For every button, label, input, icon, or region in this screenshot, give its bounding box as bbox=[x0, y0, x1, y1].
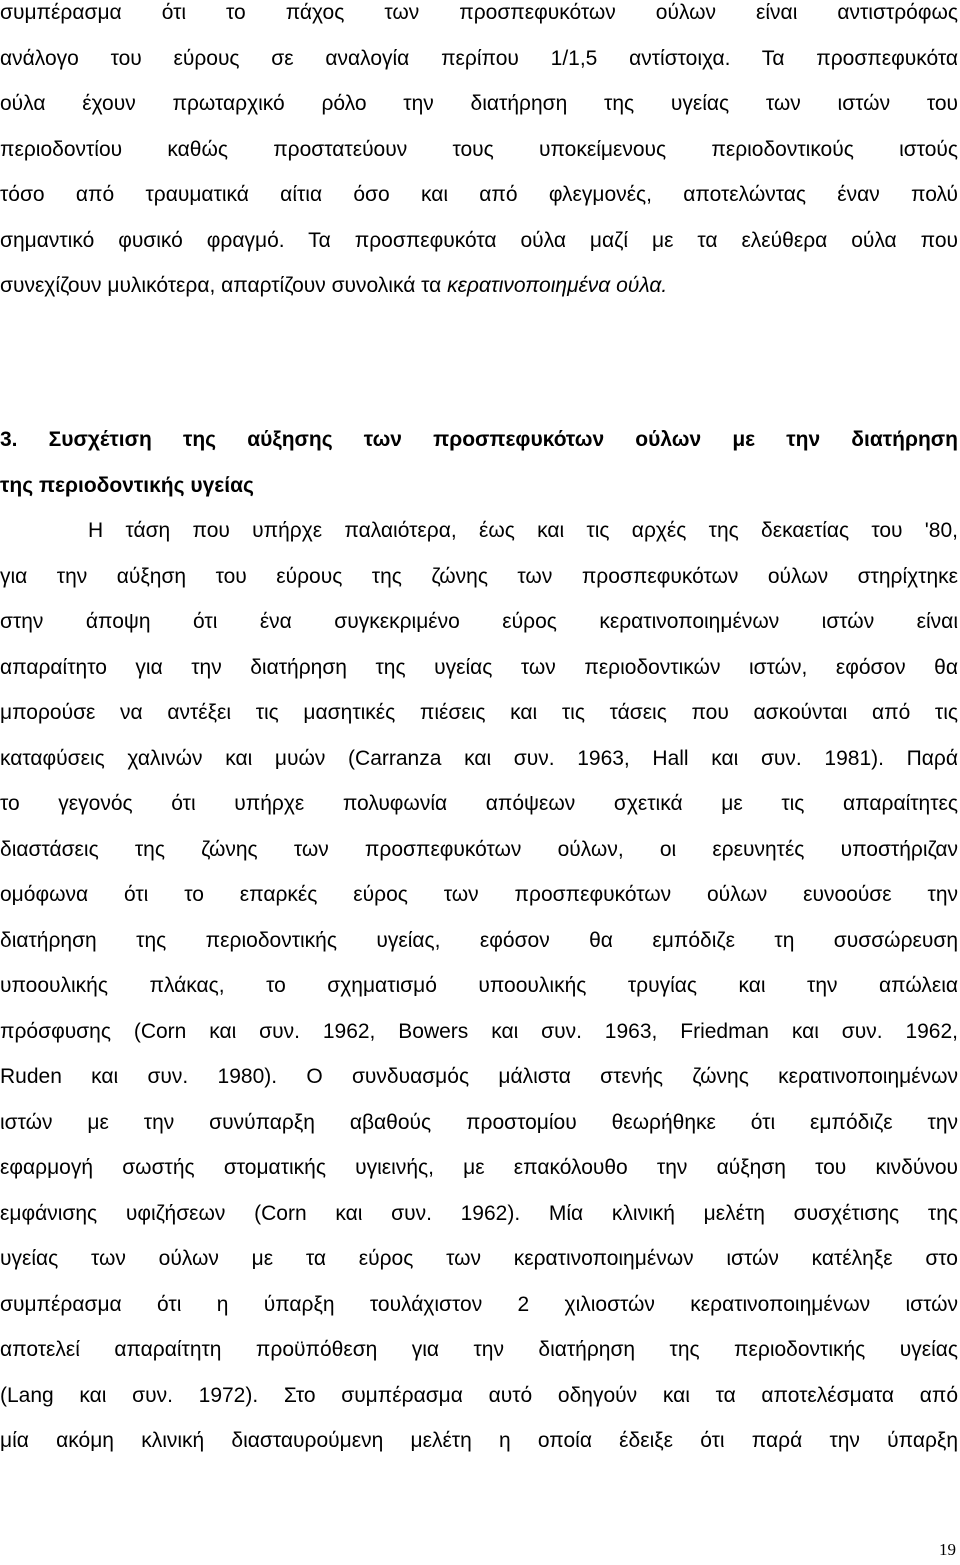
text-line: περιοδοντίου καθώς προστατεύουν τους υποκείμενους περιοδοντικούς ιστούς bbox=[0, 137, 958, 161]
text-line: διατήρηση της περιοδοντικής υγείας, εφόσον θα εμπόδιζε τη συσσώρευση bbox=[0, 928, 958, 952]
text-line-indented: Η τάση που υπήρχε παλαιότερα, έως και τις αρχές της δεκαετίας του '80, bbox=[88, 519, 958, 542]
text-line: υγείας των ούλων με τα εύρος των κερατινοποιημένων ιστών κατέληξε στο bbox=[0, 1247, 958, 1270]
text-line: το γεγονός ότι υπήρχε πολυφωνία απόψεων σχετικά με τις απαραίτητες bbox=[0, 792, 958, 815]
paragraph-2 bbox=[0, 508, 958, 1464]
text-line: πρόσφυσης (Corn και συν. 1962, Bowers και συν. 1963, Friedman και συν. 1962, bbox=[0, 1019, 958, 1043]
text-line: σημαντικό φυσικό φραγμό. Τα προσπεφυκότα ούλα μαζί με τα ελεύθερα ούλα που bbox=[0, 228, 958, 252]
paragraph-1 bbox=[0, 0, 958, 309]
text-line: στην άποψη ότι ένα συγκεκριμένο εύρος κερατινοποιημένων ιστών είναι bbox=[0, 610, 958, 633]
heading-line: 3. Συσχέτιση της αύξησης των προσπεφυκότων ούλων με την διατήρηση bbox=[0, 428, 958, 451]
italic-term: κερατινοποιημένα ούλα. bbox=[447, 274, 668, 297]
text-line: αποτελεί απαραίτητη προϋπόθεση για την διατήρηση της περιοδοντικής υγείας bbox=[0, 1338, 958, 1361]
text-line: Ruden και συν. 1980). Ο συνδυασμός μάλιστα στενής ζώνης κερατινοποιημένων bbox=[0, 1065, 958, 1088]
text-line: για την αύξηση του εύρους της ζώνης των προσπεφυκότων ούλων στηρίχτηκε bbox=[0, 564, 958, 588]
text-line: ούλα έχουν πρωταρχικό ρόλο την διατήρηση της υγείας των ιστών του bbox=[0, 92, 958, 115]
text-line: μία ακόμη κλινική διασταυρούμενη μελέτη η οποία έδειξε ότι παρά την ύπαρξη bbox=[0, 1429, 958, 1452]
text-line: διαστάσεις της ζώνης των προσπεφυκότων ούλων, οι ερευνητές υποστήριζαν bbox=[0, 837, 958, 861]
text-line-last bbox=[0, 263, 958, 309]
text-line: συμπέρασμα ότι η ύπαρξη τουλάχιστον 2 χιλιοστών κερατινοποιημένων ιστών bbox=[0, 1292, 958, 1316]
text-line: καταφύσεις χαλινών και μυών (Carranza και συν. 1963, Hall και συν. 1981). Παρά bbox=[0, 746, 958, 770]
text-line: απαραίτητο για την διατήρηση της υγείας των περιοδοντικών ιστών, εφόσον θα bbox=[0, 655, 958, 679]
text-line: υποουλικής πλάκας, το σχηματισμό υποουλικής τρυγίας και την απώλεια bbox=[0, 974, 958, 997]
text-line: τόσο από τραυματικά αίτια όσο και από φλεγμονές, αποτελώντας έναν πολύ bbox=[0, 183, 958, 206]
text-line: εμφάνισης υφιζήσεων (Corn και συν. 1962). Μία κλινική μελέτη συσχέτισης της bbox=[0, 1201, 958, 1225]
text-line: μπορούσε να αντέξει τις μασητικές πιέσεις και τις τάσεις που ασκούνται από τις bbox=[0, 701, 958, 724]
page-number: 19 bbox=[939, 1540, 956, 1559]
text-line: ομόφωνα ότι το επαρκές εύρος των προσπεφυκότων ούλων ευνοούσε την bbox=[0, 883, 958, 906]
text-segment: συνεχίζουν μυλικότερα, απαρτίζουν συνολικά τα bbox=[0, 274, 448, 297]
section-heading bbox=[0, 417, 958, 508]
text-line: ανάλογο του εύρους σε αναλογία περίπου 1/1,5 αντίστοιχα. Τα προσπεφυκότα bbox=[0, 46, 958, 70]
text-line: (Lang και συν. 1972). Στο συμπέρασμα αυτό οδηγούν και τα αποτελέσματα από bbox=[0, 1383, 958, 1407]
text-line: συμπέρασμα ότι το πάχος των προσπεφυκότων ούλων είναι αντιστρόφως bbox=[0, 1, 958, 24]
text-line: εφαρμογή σωστής στοματικής υγιεινής, με επακόλουθο την αύξηση του κινδύνου bbox=[0, 1156, 958, 1179]
heading-line: της περιοδοντικής υγείας bbox=[0, 473, 254, 497]
text-line: ιστών με την συνύπαρξη αβαθούς προστομίου θεωρήθηκε ότι εμπόδιζε την bbox=[0, 1110, 958, 1134]
